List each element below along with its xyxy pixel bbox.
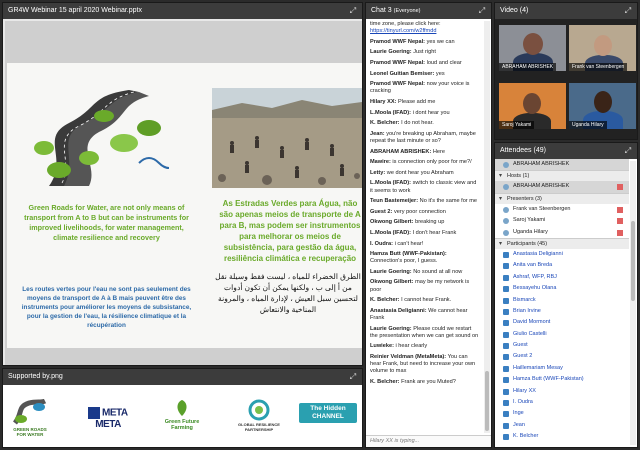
attendee-name: I. Oudra: [513, 399, 533, 406]
attendee-name: Jean: [513, 421, 525, 428]
current-user-row[interactable]: ABRAHAM ABRISHEK: [495, 159, 629, 170]
attendees-pod-titlebar[interactable]: [495, 143, 637, 159]
chat-text: Connection's poor, I guess.: [370, 258, 438, 265]
chat-sender: Leonel Guitian Bemiser:: [370, 70, 435, 77]
video-pod: [494, 2, 638, 140]
chat-text: we dont hear you Abraham: [386, 169, 454, 176]
user-icon: [503, 411, 509, 417]
user-icon: [503, 286, 509, 292]
chat-sender: Hilary XX:: [370, 98, 397, 105]
attendee-name: Ashraf, WFP, RBJ: [513, 273, 557, 280]
sponsor-logos: [7, 389, 359, 445]
chat-pod: [365, 2, 492, 448]
green-roads-illustration-icon: [29, 88, 169, 188]
chat-text: switch to classic view and it seems to work: [370, 180, 477, 194]
user-icon: [503, 263, 509, 269]
chat-sender: K. Belcher:: [370, 120, 400, 127]
supported-by-pod: [2, 368, 363, 448]
attendee-row[interactable]: [495, 260, 629, 271]
chat-message: [370, 99, 479, 106]
chat-message: [370, 209, 479, 216]
attendee-name: ABRAHAM ABRISHEK: [513, 183, 570, 190]
attendee-row[interactable]: [495, 420, 629, 431]
user-icon: [503, 332, 509, 338]
attendee-row[interactable]: [495, 351, 629, 362]
chat-sender: Laurie Goering:: [370, 268, 412, 275]
chat-text: No it's the same for me: [419, 198, 477, 205]
chat-text: yes we can: [426, 38, 455, 45]
user-icon: [503, 252, 509, 258]
chat-sender: I. Oudra:: [370, 240, 393, 247]
video-feed[interactable]: [569, 25, 636, 71]
attendee-name: Giulio Castelli: [513, 330, 547, 337]
attendee-row[interactable]: [495, 227, 629, 238]
chat-text: You can hear Frank, but need to increase your own volume to max: [370, 354, 476, 375]
video-feed-label: Saroj Yakami: [499, 121, 534, 129]
chat-audience: (Everyone): [393, 8, 421, 14]
hidden-channel-logo: The Hidden CHANNEL: [299, 403, 357, 441]
attendees-pod: [494, 142, 638, 448]
user-icon: [503, 207, 509, 213]
chat-text: We cannot hear Frank: [370, 307, 468, 322]
chat-message: [370, 251, 479, 265]
attendee-name: Guest: [513, 342, 528, 349]
chat-message: [370, 379, 479, 386]
attendees-count: (49): [533, 147, 546, 154]
chat-sender: Hamza Butt (WWF-Pakistan):: [370, 251, 447, 258]
green-future-farming-logo: Green Future Farming: [157, 399, 207, 437]
typing-indicator: Hilary XX is typing...: [366, 435, 491, 447]
attendee-row[interactable]: [495, 363, 629, 374]
leaf-icon: [175, 399, 189, 417]
chat-message: [370, 269, 479, 276]
chat-message: [370, 71, 479, 78]
video-feed-label: Uganda Hilary: [569, 121, 607, 129]
attendee-row[interactable]: [495, 283, 629, 294]
user-icon: [503, 343, 509, 349]
chat-text: yes: [435, 70, 445, 77]
chat-sender: Laurie Goering:: [370, 49, 412, 56]
chat-link[interactable]: https://tinyurl.com/w2ffmdd: [370, 28, 437, 35]
chat-sender: K. Belcher:: [370, 297, 400, 304]
user-icon: [503, 354, 509, 360]
attendee-row[interactable]: [495, 374, 629, 385]
user-icon: [503, 184, 509, 190]
attendee-row[interactable]: [495, 397, 629, 408]
attendee-row[interactable]: [495, 329, 629, 340]
chat-sender: Pramod WWF Nepal:: [370, 59, 426, 66]
user-icon: [503, 423, 509, 429]
chat-sender: Mawire:: [370, 159, 391, 166]
video-feed[interactable]: [569, 83, 636, 129]
attendee-name: Hilary XX: [513, 387, 536, 394]
chat-text: I cannot hear Frank.: [401, 297, 452, 304]
chat-message: [370, 198, 479, 205]
chat-text: Please add me: [398, 98, 436, 105]
attendee-row[interactable]: [495, 249, 629, 260]
chat-sender: Reinier Veldman (MetaMeta):: [370, 354, 447, 361]
green-roads-logo: GREEN ROADS FOR WATER: [11, 399, 49, 437]
chat-sender: Okwong Gilbert:: [370, 279, 414, 286]
chat-intro: time zone, please click here: https://tinyurl.com/w2ffmdd: [370, 21, 441, 35]
chat-text: i hear clearly: [395, 343, 428, 350]
chat-text: I don't hear Frank: [412, 229, 457, 236]
attendee-row[interactable]: [495, 306, 629, 317]
video-feed-label: Frank van Steenbergen: [569, 63, 627, 71]
arabic-caption: الطرق الخضراء للمياه ، ليست فقط وسيلة نقل من أ إلى ب ، ولكنها يمكن أن تكون أدوات لتحسين سبل العيش ، لإدارة المياه ، والمرونة المناخية والانتعاش: [215, 272, 361, 314]
chat-message: [370, 120, 479, 127]
supported-pod-titlebar[interactable]: [3, 369, 362, 385]
chat-sender: L.Moola (IFAD):: [370, 180, 412, 187]
attendee-row[interactable]: [495, 215, 629, 226]
chat-message: [370, 354, 479, 376]
metameta-flag-icon: [88, 407, 100, 419]
user-icon: [503, 320, 509, 326]
green-roads-logo-icon: [13, 399, 47, 425]
chat-message: [370, 279, 479, 293]
chat-sender: Pramod WWF Nepal:: [370, 81, 426, 88]
fullscreen-icon[interactable]: ⤢: [624, 6, 632, 15]
attendee-row[interactable]: [495, 431, 629, 442]
chat-message: [370, 131, 479, 145]
video-feed-label: ABRAHAM ABRISHEK: [499, 63, 556, 71]
chat-message: [370, 308, 479, 322]
status-icon: [617, 184, 623, 190]
english-caption: Green Roads for Water, are not only means of transport from A to B but can be instruments for improved livelihoods, for water management, climate resilience and recovery: [24, 203, 189, 242]
chat-message: [370, 343, 479, 350]
user-icon: [503, 298, 509, 304]
chat-text: No sound at all now: [413, 268, 463, 275]
attendee-row[interactable]: [495, 317, 629, 328]
user-icon: [503, 366, 509, 372]
status-icon: [617, 218, 623, 224]
chat-message: [370, 326, 479, 340]
attendee-row[interactable]: [495, 408, 629, 419]
chat-sender: Teun Bastemeijer:: [370, 198, 419, 205]
user-icon: [503, 434, 509, 440]
attendee-name: Inge: [513, 410, 524, 417]
global-resilience-logo: GLOBAL RESILIENCE PARTNERSHIP: [229, 399, 289, 437]
chat-message: [370, 110, 479, 117]
chat-text: I do not hear.: [401, 120, 434, 127]
video-count: (4): [519, 7, 529, 14]
chat-count: 3: [387, 7, 392, 14]
chat-message: [370, 81, 479, 95]
supported-pod-title: Supported by.png: [8, 373, 63, 380]
chat-message: [370, 49, 479, 56]
chat-text: may be my network is poor: [370, 279, 470, 293]
attendee-row[interactable]: [495, 204, 629, 215]
user-icon: [503, 218, 509, 224]
attendee-row[interactable]: [495, 181, 629, 192]
chat-messages: [366, 19, 483, 435]
metameta-logo: META META: [77, 407, 139, 445]
chat-text: i can't hear!: [394, 240, 424, 247]
chat-sender: K. Belcher:: [370, 379, 400, 386]
attendee-name: David Mormont: [513, 319, 551, 326]
user-icon: [503, 230, 509, 236]
chat-text: breaking up: [415, 219, 445, 226]
attendee-name: Bessayehu Olana: [513, 285, 557, 292]
french-caption: Les routes vertes pour l'eau ne sont pas seulement des moyens de transport de A à B mais peuvent être des instruments pour améliorer les moyens de subsistance, pour la gestion de l'eau, la résilience climatique et la récupération: [21, 286, 192, 329]
chat-sender: Anastasia Deligianni:: [370, 307, 427, 314]
chat-sender: Guest 2:: [370, 208, 393, 215]
chat-text: Please could we restart the presentation when we can get sound on: [370, 325, 479, 339]
chat-message: [370, 149, 479, 156]
chat-title: Chat: [371, 7, 386, 14]
chat-sender: Pramod WWF Nepal:: [370, 38, 426, 45]
status-icon: [617, 230, 623, 236]
video-feed[interactable]: [499, 83, 566, 129]
attendees-title: Attendees: [500, 147, 532, 154]
chat-sender: Luwieke:: [370, 343, 394, 350]
chat-scrollbar[interactable]: [484, 21, 490, 433]
hosts-section[interactable]: ▾ Hosts (1): [495, 170, 629, 181]
attendee-list: [495, 159, 629, 447]
chat-message: [370, 180, 479, 194]
chat-sender: L.Moola (IFAD):: [370, 229, 412, 236]
chat-sender: Letty:: [370, 169, 386, 176]
attendees-scrollbar[interactable]: [630, 161, 636, 445]
chat-message: [370, 219, 479, 226]
attendee-name: Haillemariam Mesay: [513, 364, 563, 371]
chat-message: [370, 241, 479, 248]
attendee-row[interactable]: [495, 386, 629, 397]
chat-sender: Jean:: [370, 130, 385, 137]
chat-sender: Laurie Goering:: [370, 325, 412, 332]
chat-text: is connection only poor for me?/: [392, 159, 472, 166]
attendee-name: Anastasia Deligianni: [513, 250, 563, 257]
attendee-name: Frank van Steenbergen: [513, 205, 571, 212]
chat-message: [370, 60, 479, 67]
attendee-name: K. Belcher: [513, 433, 539, 440]
attendee-name: Uganda Hilary: [513, 228, 548, 235]
attendee-row[interactable]: [495, 340, 629, 351]
slide-pod-titlebar[interactable]: [3, 3, 362, 19]
participants-section[interactable]: ▾ Participants (45): [495, 238, 629, 249]
fullscreen-icon[interactable]: ⤢: [478, 6, 486, 15]
chat-text: very poor connection: [393, 208, 446, 215]
chat-message: [370, 230, 479, 237]
fullscreen-icon[interactable]: ⤢: [624, 146, 632, 155]
road-workers-photo: [212, 88, 362, 188]
attendee-name: Anita van Breda: [513, 262, 553, 269]
fullscreen-icon[interactable]: ⤢: [349, 6, 357, 15]
chat-sender: Okwong Gilbert:: [370, 219, 414, 226]
chat-message: [370, 39, 479, 46]
attendee-name: Guest 2: [513, 353, 533, 360]
chat-message: [370, 170, 479, 177]
user-icon: [503, 377, 509, 383]
user-icon: [503, 309, 509, 315]
chat-text: Here: [432, 148, 446, 155]
slide-pod: [2, 2, 363, 366]
status-icon: [617, 207, 623, 213]
chat-text: now your voice is cracking: [370, 81, 470, 95]
chat-message: [370, 297, 479, 304]
video-feed[interactable]: [499, 25, 566, 71]
globe-icon: [248, 399, 270, 421]
video-pod-titlebar[interactable]: [495, 3, 637, 19]
attendee-row[interactable]: [495, 295, 629, 306]
chat-text: loud and clear: [426, 59, 462, 66]
chat-text: i dont hear you: [412, 109, 450, 116]
slide-canvas: [5, 21, 362, 365]
attendee-name: Bismarck: [513, 296, 536, 303]
attendee-row[interactable]: [495, 272, 629, 283]
attendee-name: Saroj Yakami: [513, 217, 546, 224]
presenters-section[interactable]: ▾ Presenters (3): [495, 193, 629, 204]
chat-text: Just right: [413, 49, 436, 56]
portuguese-caption: As Estradas Verdes para Água, não são apenas meios de transporte de A para B, mas podem ser instrumentos para melhorar os meios de subsistência, para gestão da água, resiliência climática e recuperação: [219, 199, 361, 263]
fullscreen-icon[interactable]: ⤢: [349, 372, 357, 381]
chat-message: [370, 159, 479, 166]
chat-text: you're breaking up Abraham, maybe repeat the last minute or so?: [370, 130, 476, 144]
attendee-name: Brian Irvine: [513, 307, 541, 314]
slide: [7, 63, 363, 348]
chat-sender: ABRAHAM ABRISHEK:: [370, 148, 432, 155]
user-icon: [503, 162, 509, 168]
chat-pod-titlebar[interactable]: [366, 3, 491, 19]
user-icon: [503, 389, 509, 395]
user-icon: [503, 400, 509, 406]
video-title: Video: [500, 7, 518, 14]
chat-text: Frank are you Muted?: [401, 379, 456, 386]
attendee-name: Hamza Butt (WWF-Pakistan): [513, 376, 584, 383]
chat-sender: L.Moola (IFAD):: [370, 109, 412, 116]
slide-pod-title: GR4W Webinar 15 april 2020 Webinar.pptx: [8, 7, 142, 14]
user-icon: [503, 275, 509, 281]
